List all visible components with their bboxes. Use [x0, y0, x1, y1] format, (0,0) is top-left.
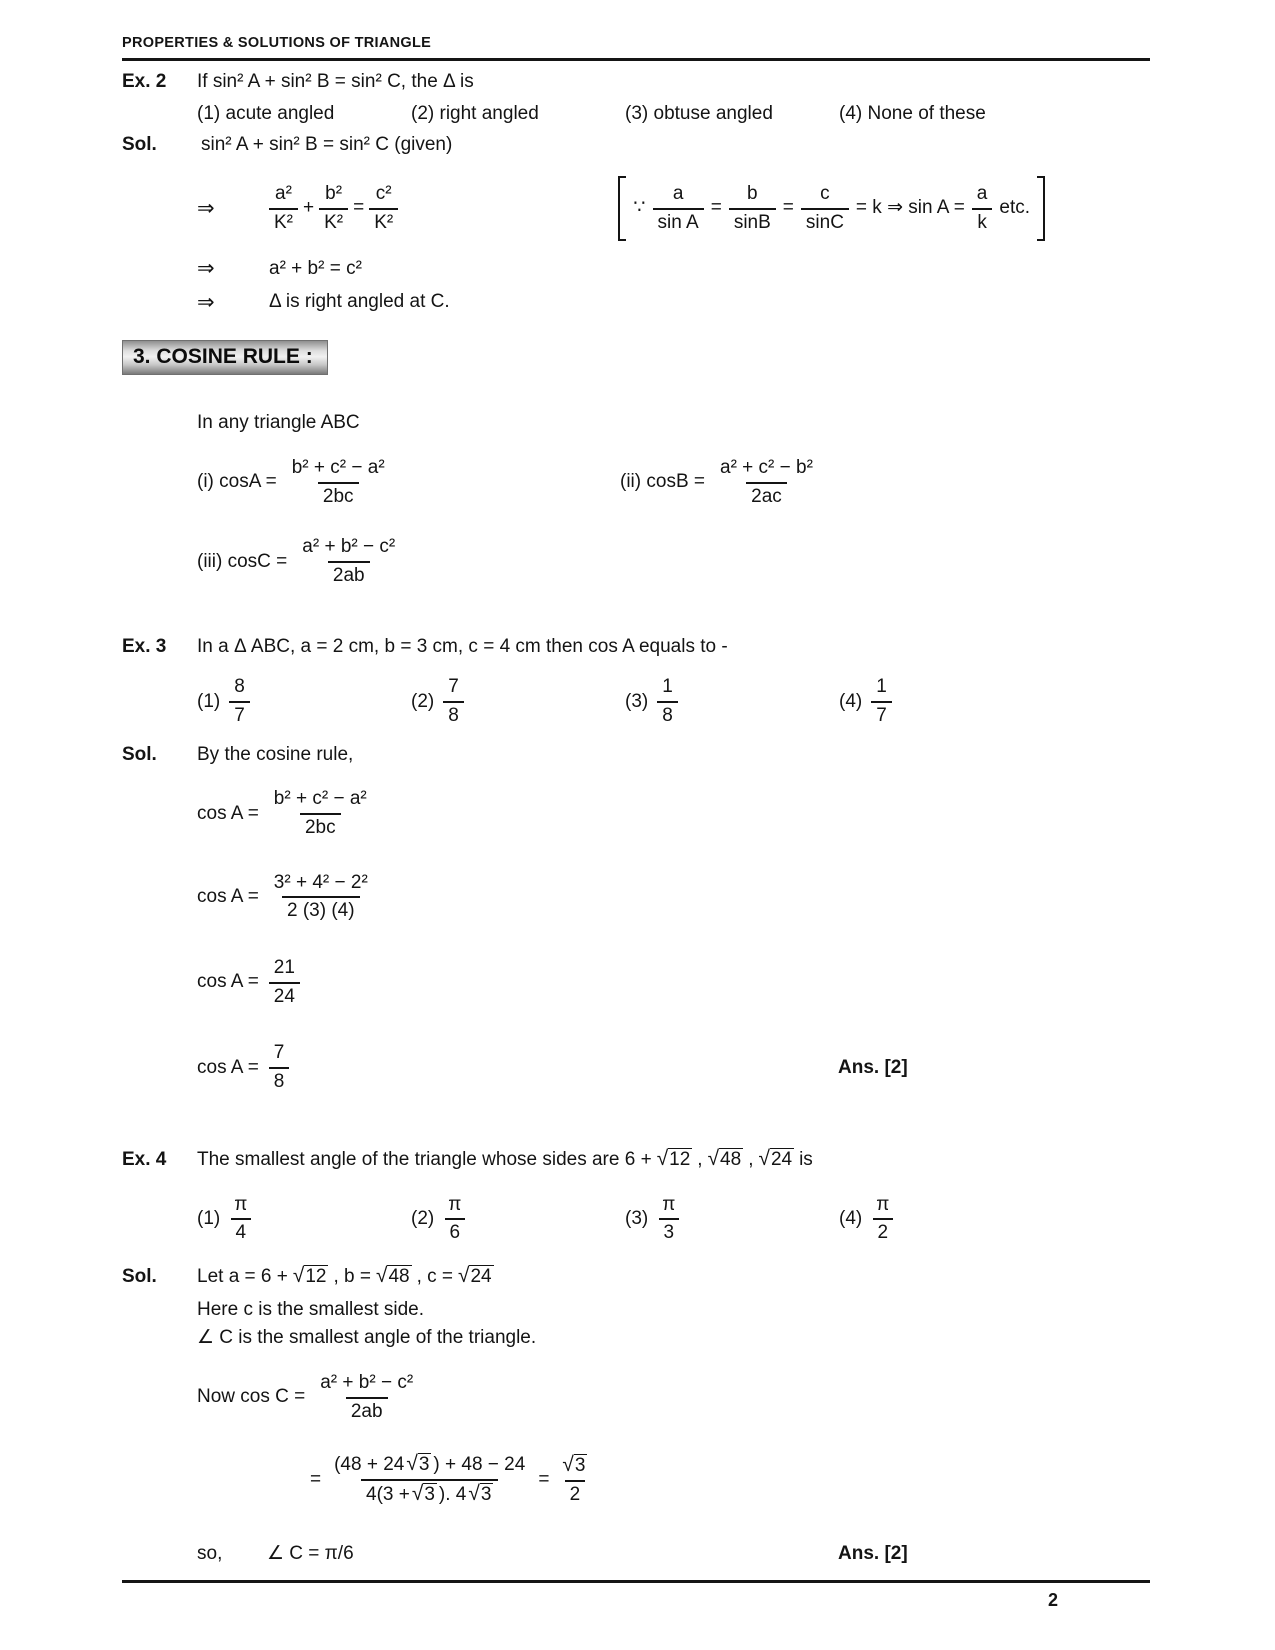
ex4-option-4: [839, 1193, 1053, 1246]
numerator: b²: [325, 182, 343, 204]
radicand: 48: [720, 1148, 742, 1170]
sqrt-sign: √: [707, 1146, 720, 1170]
ex3-options: [197, 675, 1150, 728]
radicand: 24: [770, 1148, 793, 1170]
numerator: a: [976, 182, 988, 204]
denominator: 2: [565, 1480, 586, 1508]
ex4-option-3: [625, 1193, 839, 1246]
numerator: a² + b² − c²: [320, 1371, 414, 1393]
cosine-formula-ii: [620, 456, 818, 509]
denominator: K²: [269, 208, 298, 236]
denominator: 2: [873, 1218, 894, 1246]
equals-operator: =: [710, 197, 722, 219]
ex2-question-row: [122, 70, 1150, 95]
option-tag: (2): [411, 1207, 435, 1229]
denominator: 2bc: [300, 813, 341, 841]
numerator: b² + c² − a²: [273, 788, 367, 810]
denominator: sinB: [729, 208, 776, 236]
numerator: π: [876, 1193, 890, 1215]
denominator: 4: [231, 1218, 252, 1246]
denominator: 6: [445, 1218, 466, 1246]
ex4-line2: Here c is the smallest side.: [197, 1298, 425, 1320]
fraction: [443, 1193, 466, 1246]
radical: [562, 1453, 587, 1478]
ex2-question: If sin² A + sin² B = sin² C, the Δ is: [197, 70, 474, 92]
equals-operator: =: [538, 1468, 550, 1490]
ex4-conclusion-row: [197, 1542, 1150, 1567]
comma: ,: [748, 1148, 754, 1170]
ex4-sol-label: Sol.: [122, 1265, 157, 1287]
denominator: 8: [443, 701, 464, 729]
ex2-step3-row: [197, 289, 1150, 316]
fraction: [269, 956, 300, 1009]
ex2-label: Ex. 2: [122, 70, 167, 92]
fraction: [269, 787, 372, 840]
ex3-option-4: [839, 675, 1053, 728]
radical: [758, 1147, 794, 1172]
radical: [468, 1482, 493, 1507]
denominator-text: ). 4: [438, 1484, 467, 1506]
numerator: a: [672, 182, 684, 204]
ex2-option-2: (2) right angled: [411, 102, 539, 124]
ex2-option-3: (3) obtuse angled: [625, 102, 773, 124]
ex2-step1-row: [197, 176, 1150, 241]
right-bracket: [1037, 176, 1045, 241]
section-heading: 3. COSINE RULE :: [122, 340, 328, 375]
cosine-formula-iii: [197, 535, 620, 588]
sqrt-sign: √: [458, 1263, 470, 1287]
left-bracket: [618, 176, 626, 241]
numerator: 7: [448, 676, 459, 698]
option-tag: (3): [625, 1207, 649, 1229]
plus-operator: +: [303, 197, 315, 219]
numerator: [557, 1453, 592, 1480]
radicand: 3: [480, 1484, 492, 1506]
denominator: 24: [269, 982, 300, 1010]
ex4-now-row: [197, 1371, 1150, 1424]
ex3-label: Ex. 3: [122, 635, 167, 657]
fraction: [653, 182, 704, 235]
numerator-text: ) + 48 − 24: [433, 1454, 526, 1476]
page-number: 2: [1047, 1590, 1058, 1611]
ex3-answer: Ans. [2]: [838, 1056, 908, 1078]
ex2-step2: a² + b² = c²: [269, 257, 362, 279]
fraction: [657, 1193, 680, 1246]
ex3-step-2: [197, 871, 1150, 924]
comma: ,: [697, 1148, 703, 1170]
implies-arrow: ⇒: [197, 257, 215, 281]
fraction: [229, 1193, 252, 1246]
sqrt-sign: √: [406, 1452, 418, 1476]
sqrt-sign: √: [562, 1452, 574, 1476]
ex3-step-4: [197, 1041, 1150, 1094]
formula-label: (i) cosA =: [197, 471, 277, 493]
ex2-sol-label: Sol.: [122, 134, 157, 156]
ex3-option-1: [197, 675, 411, 728]
let-text: Let a = 6 +: [197, 1265, 288, 1287]
ex2-step2-row: [197, 255, 1150, 282]
numerator: b: [747, 182, 758, 204]
ex4-eval-row: [197, 1452, 1150, 1507]
fraction: [801, 182, 849, 235]
denominator-text: 4(3 +: [366, 1484, 410, 1506]
sqrt-sign: √: [375, 1263, 388, 1287]
sine-rule-note: [618, 176, 1045, 241]
fraction: [972, 182, 993, 235]
sqrt-sign: √: [468, 1482, 480, 1506]
denominator: [361, 1479, 498, 1508]
numerator: π: [448, 1193, 462, 1215]
formula-label: (ii) cosB =: [620, 471, 705, 493]
ex3-option-3: [625, 675, 839, 728]
option-tag: (2): [411, 690, 435, 712]
radicand: 3: [418, 1454, 430, 1476]
header-rule: [122, 58, 1150, 61]
let-text: , b =: [333, 1265, 371, 1287]
implies-expression: = k ⇒ sin A =: [855, 197, 965, 219]
question-text: is: [799, 1148, 813, 1170]
ex4-option-1: [197, 1193, 411, 1246]
denominator: 2bc: [318, 482, 359, 510]
radicand: 12: [305, 1265, 327, 1287]
cosine-rule-row-2: [197, 535, 1150, 588]
because-symbol: ∵: [633, 197, 646, 219]
radicand: 12: [669, 1148, 691, 1170]
ex3-question-row: [122, 635, 1150, 660]
radicand: 3: [574, 1454, 586, 1476]
fraction: [297, 535, 400, 588]
equals-operator: =: [353, 197, 365, 219]
numerator: a² + c² − b²: [720, 456, 813, 478]
numerator: c: [820, 182, 830, 204]
numerator: π: [234, 1193, 248, 1215]
option-tag: (4): [839, 690, 863, 712]
footer-rule: [122, 1580, 1150, 1583]
option-tag: (1): [197, 1207, 221, 1229]
radical: [458, 1264, 494, 1289]
equation-lhs: Now cos C =: [197, 1386, 306, 1408]
fraction: [229, 675, 250, 728]
ex4-label: Ex. 4: [122, 1148, 167, 1170]
equation-lhs: cos A =: [197, 802, 259, 824]
denominator: 8: [269, 1067, 290, 1095]
fraction: [729, 182, 776, 235]
denominator: K²: [319, 208, 348, 236]
option-tag: (1): [197, 690, 221, 712]
denominator: 2ac: [746, 482, 787, 510]
section-heading-row: [122, 340, 1150, 375]
denominator: 7: [871, 701, 892, 729]
implies-arrow: ⇒: [197, 290, 215, 314]
denominator: sinC: [801, 208, 849, 236]
denominator: 3: [659, 1218, 680, 1246]
denominator: 2 (3) (4): [282, 896, 360, 924]
ex3-option-2: [411, 675, 625, 728]
radical: [412, 1482, 437, 1507]
formula-label: (iii) cosC =: [197, 550, 288, 572]
sqrt-sign: √: [411, 1482, 424, 1506]
equation-lhs: cos A =: [197, 971, 259, 993]
radical: [406, 1452, 431, 1477]
radicand: 3: [424, 1484, 435, 1506]
radical: [708, 1147, 744, 1172]
ex3-solution-row: [122, 743, 1150, 768]
fraction: [871, 675, 892, 728]
section-intro: In any triangle ABC: [197, 412, 360, 434]
numerator: a²: [275, 182, 292, 204]
ex4-answer: Ans. [2]: [838, 1542, 908, 1564]
numerator: π: [662, 1193, 676, 1215]
ex4-option-2: [411, 1193, 625, 1246]
sqrt-sign: √: [656, 1146, 669, 1170]
fraction: [715, 456, 818, 509]
denominator: 8: [657, 701, 678, 729]
numerator: 1: [876, 676, 887, 698]
numerator: a² + b² − c²: [302, 536, 396, 558]
ex4-question: [197, 1147, 813, 1173]
so-text: so,: [197, 1542, 223, 1564]
numerator: 8: [234, 676, 245, 698]
fraction: [657, 675, 678, 728]
ex3-sol-intro: By the cosine rule,: [197, 743, 354, 765]
sqrt-sign: √: [758, 1146, 770, 1170]
ex3-step-1: [197, 787, 1150, 840]
implies-arrow: ⇒: [197, 196, 215, 220]
fraction: [557, 1453, 592, 1507]
cosine-formula-i: [197, 456, 620, 509]
equals-operator: =: [310, 1468, 322, 1490]
equation-lhs: cos A =: [197, 1056, 259, 1078]
denominator: 2ab: [328, 561, 370, 589]
sine-rule-note-content: [626, 176, 1037, 241]
numerator: 7: [273, 1042, 285, 1064]
equation-lhs: cos A =: [197, 886, 259, 908]
option-tag: (3): [625, 690, 649, 712]
fraction: [319, 182, 348, 235]
conclusion-expression: ∠ C = π/6: [267, 1542, 354, 1564]
radicand: 24: [470, 1265, 492, 1287]
ex2-option-4: (4) None of these: [839, 102, 986, 124]
ex4-let-line: [197, 1264, 494, 1290]
ex2-solution-row: [122, 133, 1150, 158]
page-title: PROPERTIES & SOLUTIONS OF TRIANGLE: [122, 35, 432, 51]
denominator: K²: [369, 208, 398, 236]
numerator: b² + c² − a²: [291, 456, 385, 478]
numerator: c²: [375, 182, 392, 204]
fraction: [443, 675, 464, 728]
numerator-text: (48 + 24: [334, 1454, 405, 1476]
numerator: 21: [273, 957, 295, 979]
question-text: The smallest angle of the triangle whose sides are 6 +: [197, 1148, 652, 1170]
equals-operator: =: [782, 197, 794, 219]
radical: [657, 1147, 693, 1172]
cosine-rule-row-1: [197, 456, 1150, 509]
ex4-line3: ∠ C is the smallest angle of the triangle.: [197, 1327, 537, 1349]
ex2-option-1: (1) acute angled: [197, 102, 335, 124]
radical: [376, 1264, 412, 1289]
fraction: [269, 871, 373, 924]
denominator: 2ab: [346, 1397, 388, 1425]
ex4-options: [197, 1193, 1150, 1246]
fraction: [315, 1371, 418, 1424]
radicand: 48: [388, 1265, 410, 1287]
ex2-given: sin² A + sin² B = sin² C (given): [201, 134, 453, 156]
option-tag: (4): [839, 1207, 863, 1229]
denominator: sin A: [653, 208, 704, 236]
fraction: [329, 1452, 530, 1507]
denominator: k: [972, 208, 992, 236]
radical: [293, 1264, 329, 1289]
ex3-step-3: [197, 956, 1150, 1009]
ex3-sol-label: Sol.: [122, 743, 157, 765]
ex2-options: [197, 102, 1150, 127]
ex2-step3: Δ is right angled at C.: [269, 290, 450, 312]
fraction: [369, 182, 398, 235]
denominator: 7: [229, 701, 250, 729]
numerator: [329, 1452, 530, 1479]
ex3-question: In a Δ ABC, a = 2 cm, b = 3 cm, c = 4 cm then cos A equals to -: [197, 635, 728, 657]
etc-text: etc.: [999, 197, 1030, 219]
ex4-question-row: [122, 1147, 1150, 1173]
fraction: [269, 1041, 290, 1094]
numerator: 1: [662, 676, 673, 698]
numerator: 3² + 4² − 2²: [273, 871, 368, 893]
ex4-solution-row: [122, 1264, 1150, 1290]
let-text: , c =: [416, 1265, 454, 1287]
fraction: [269, 182, 298, 235]
fraction: [871, 1193, 894, 1246]
sqrt-sign: √: [292, 1263, 305, 1287]
fraction: [287, 456, 390, 509]
